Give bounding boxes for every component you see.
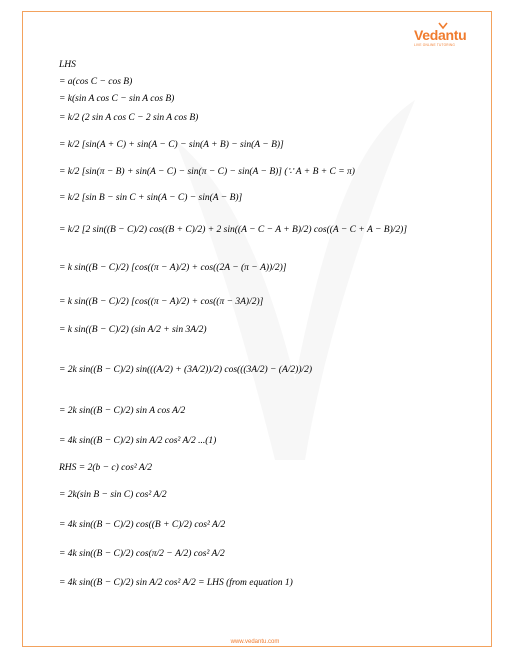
math-line: RHS = 2(b − c) cos² A/2 xyxy=(59,463,153,473)
math-line: = 4k sin((B − C)/2) cos((B + C)/2) cos² A/2 xyxy=(59,520,226,530)
footer-url: www.vedantu.com xyxy=(230,639,280,645)
math-line: = k/2 [sin B − sin C + sin(A − C) − sin(A − B)] xyxy=(59,193,243,203)
math-line: = 4k sin((B − C)/2) sin A/2 cos² A/2 ...(1) xyxy=(59,436,217,446)
math-line: LHS xyxy=(59,60,76,70)
math-line: = k/2 [sin(A + C) + sin(A − C) − sin(A + B) − sin(A − B)] xyxy=(59,140,284,150)
math-line: = 2k(sin B − sin C) cos² A/2 xyxy=(59,490,167,500)
math-line: = k/2 (2 sin A cos C − 2 sin A cos B) xyxy=(59,113,199,123)
math-line: = k sin((B − C)/2) (sin A/2 + sin 3A/2) xyxy=(59,325,207,335)
vedantu-logo xyxy=(414,27,484,49)
math-line: = a(cos C − cos B) xyxy=(59,77,133,87)
math-line: = k sin((B − C)/2) [cos((π − A)/2) + cos((π − 3A)/2)] xyxy=(59,297,264,307)
math-line: = 4k sin((B − C)/2) sin A/2 cos² A/2 = LHS (from equation 1) xyxy=(59,578,293,588)
math-line: = k/2 [2 sin((B − C)/2) cos((B + C)/2) + 2 sin((A − C − A + B)/2) cos((A − C + A − B)/2)] xyxy=(59,225,408,235)
math-line: = k/2 [sin(π − B) + sin(A − C) − sin(π − C) − sin(A − B)] (∵ A + B + C = π) xyxy=(59,167,355,177)
math-line: = k sin((B − C)/2) [cos((π − A)/2) + cos((2A − (π − A))/2)] xyxy=(59,263,287,273)
logo-word: Vedantu xyxy=(414,27,467,43)
math-line: = 2k sin((B − C)/2) sin(((A/2) + (3A/2))/2) cos(((3A/2) − (A/2))/2) xyxy=(59,365,313,375)
math-line: = k(sin A cos C − sin A cos B) xyxy=(59,94,175,104)
logo-tagline: LIVE ONLINE TUTORING xyxy=(414,43,456,47)
math-line: = 2k sin((B − C)/2) sin A cos A/2 xyxy=(59,406,186,416)
math-line: = 4k sin((B − C)/2) cos(π/2 − A/2) cos² A/2 xyxy=(59,549,225,559)
